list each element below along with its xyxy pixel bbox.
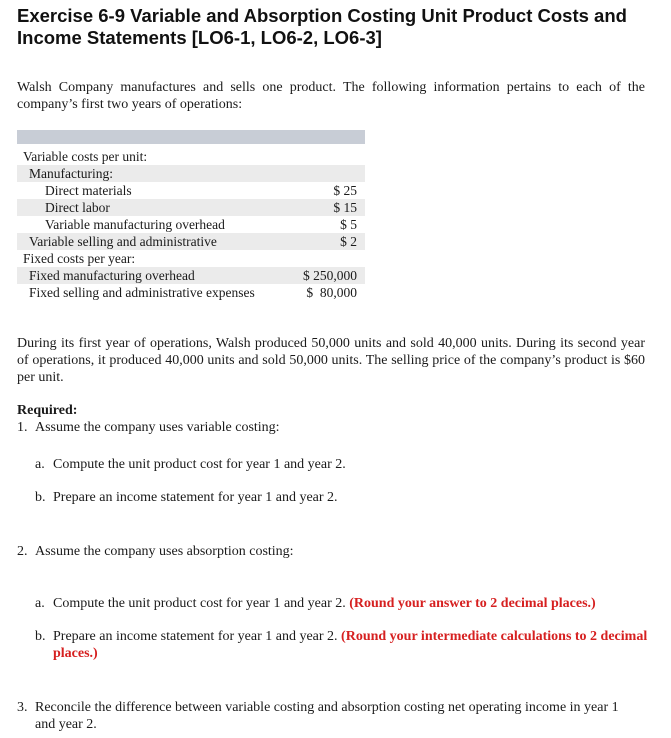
requirement-letter: b. bbox=[35, 629, 46, 644]
table-row bbox=[17, 250, 365, 267]
fixed-overhead-label: Fixed manufacturing overhead bbox=[29, 268, 195, 283]
requirement-number: 1. bbox=[17, 420, 28, 435]
table-row bbox=[17, 165, 365, 182]
cost-table-header-bar bbox=[17, 130, 365, 144]
requirement-letter: a. bbox=[35, 596, 45, 611]
direct-materials-label: Direct materials bbox=[45, 183, 132, 198]
requirement-number: 2. bbox=[17, 544, 28, 559]
direct-labor-label: Direct labor bbox=[45, 200, 110, 215]
table-row bbox=[17, 182, 365, 199]
requirement-text: Assume the company uses variable costing: bbox=[35, 420, 280, 435]
requirement-text: Compute the unit product cost for year 1 and year 2. bbox=[53, 596, 346, 611]
requirement-text: Prepare an income statement for year 1 and year 2. bbox=[53, 629, 338, 644]
variable-overhead-label: Variable manufacturing overhead bbox=[45, 217, 225, 232]
requirement-number: 3. bbox=[17, 700, 28, 715]
table-row bbox=[17, 216, 365, 233]
requirement-letter: b. bbox=[35, 490, 46, 505]
fixed-selling-label: Fixed selling and administrative expenses bbox=[29, 285, 255, 300]
table-row bbox=[17, 199, 365, 216]
table-row bbox=[17, 284, 365, 301]
fixed-overhead-amount: $ 250,000 bbox=[303, 268, 357, 283]
exercise-title: Exercise 6-9 Variable and Absorption Costing Unit Product Costs and Income Statements [LO6-1, LO6-2, LO6-3] bbox=[17, 5, 627, 48]
variable-selling-label: Variable selling and administrative bbox=[29, 234, 217, 249]
rounding-note: (Round your intermediate calculations to 2 decimal places.) bbox=[53, 629, 648, 661]
manufacturing-heading: Manufacturing: bbox=[29, 166, 113, 181]
variable-overhead-amount: $ 5 bbox=[340, 217, 357, 232]
table-row bbox=[17, 233, 365, 250]
variable-selling-amount: $ 2 bbox=[340, 234, 357, 249]
variable-costs-heading: Variable costs per unit: bbox=[23, 149, 148, 164]
table-row bbox=[17, 148, 365, 165]
requirement-text: Prepare an income statement for year 1 and year 2. bbox=[53, 490, 338, 505]
rounding-note: (Round your answer to 2 decimal places.) bbox=[349, 596, 596, 611]
operations-paragraph: During its first year of operations, Walsh produced 50,000 units and sold 40,000 units. During its second year of operations, it produced 40,000 units and sold 50,000 units. The selling price of the company’s product is $60 per unit. bbox=[17, 336, 645, 385]
requirement-text: Assume the company uses absorption costing: bbox=[35, 544, 294, 559]
direct-labor-amount: $ 15 bbox=[333, 200, 357, 215]
table-row bbox=[17, 267, 365, 284]
fixed-costs-heading: Fixed costs per year: bbox=[23, 251, 136, 266]
fixed-selling-amount: $ 80,000 bbox=[306, 285, 357, 300]
required-heading: Required: bbox=[17, 403, 78, 418]
direct-materials-amount: $ 25 bbox=[333, 183, 357, 198]
requirement-text: Compute the unit product cost for year 1 and year 2. bbox=[53, 457, 346, 472]
cost-table bbox=[17, 130, 365, 301]
requirement-letter: a. bbox=[35, 457, 45, 472]
requirement-text: Reconcile the difference between variable costing and absorption costing net operating income in year 1 and year 2. bbox=[35, 700, 619, 732]
intro-paragraph: Walsh Company manufactures and sells one product. The following information pertains to each of the company’s first two years of operations: bbox=[17, 80, 645, 112]
